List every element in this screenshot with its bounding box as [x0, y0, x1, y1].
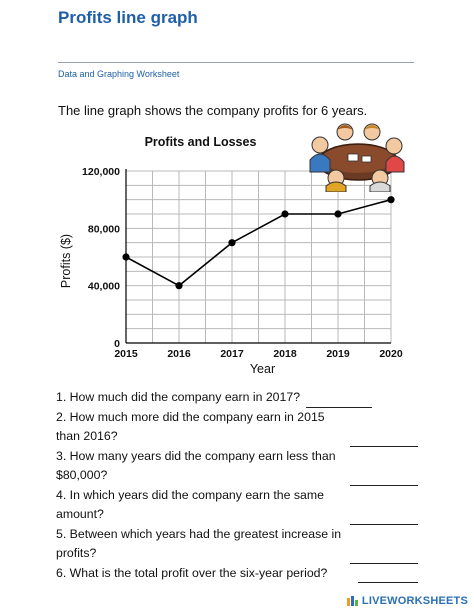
data-point [387, 196, 394, 203]
y-tick-label: 80,000 [87, 223, 120, 236]
question-6: 6. What is the total profit over the six-year period? [56, 564, 418, 584]
question-list [56, 388, 418, 583]
data-point [175, 282, 182, 289]
answer-blank-6[interactable] [358, 568, 418, 583]
question-2-cont: than 2016? [56, 427, 418, 447]
chart-title: Profits and Losses [144, 135, 257, 149]
logo-mark-icon [347, 596, 359, 606]
liveworksheets-logo[interactable]: LIVEWORKSHEETS [347, 595, 468, 607]
question-3-cont: $80,000? [56, 466, 418, 486]
question-2: 2. How much more did the company earn in 2015 [56, 409, 325, 424]
meeting-illustration [300, 120, 410, 192]
y-tick-label: 0 [114, 338, 120, 350]
x-tick-label: 2018 [273, 348, 297, 360]
x-axis-label: Year [249, 362, 276, 376]
question-5-cont: profits? [56, 544, 418, 564]
answer-blank-3[interactable] [350, 471, 418, 486]
data-point [122, 253, 129, 260]
question-1: 1. How much did the company earn in 2017? [56, 388, 418, 408]
answer-blank-4[interactable] [350, 510, 418, 525]
x-tick-label: 2019 [326, 348, 350, 360]
y-tick-label: 120,000 [82, 166, 120, 178]
page-title: Profits line graph [58, 8, 198, 27]
answer-blank-2[interactable] [350, 432, 418, 447]
x-tick-label: 2017 [220, 348, 244, 360]
data-point [228, 239, 235, 246]
y-tick-label: 40,000 [87, 280, 120, 293]
answer-blank-5[interactable] [350, 549, 418, 564]
x-tick-label: 2020 [379, 348, 403, 360]
x-tick-label: 2016 [167, 348, 191, 360]
intro-text: The line graph shows the company profits for 6 years. [58, 103, 368, 118]
worksheet-subtitle: Data and Graphing Worksheet [58, 69, 180, 79]
data-point [334, 210, 341, 217]
y-axis-label: Profits ($) [59, 233, 73, 289]
data-point [281, 210, 288, 217]
answer-blank-1[interactable] [306, 393, 372, 408]
question-5: 5. Between which years had the greatest increase in [56, 526, 342, 541]
question-4: 4. In which years did the company earn the same [56, 487, 324, 502]
question-4-cont: amount? [56, 505, 418, 525]
x-tick-label: 2015 [114, 348, 138, 360]
question-3: 3. How many years did the company earn less than [56, 448, 336, 463]
